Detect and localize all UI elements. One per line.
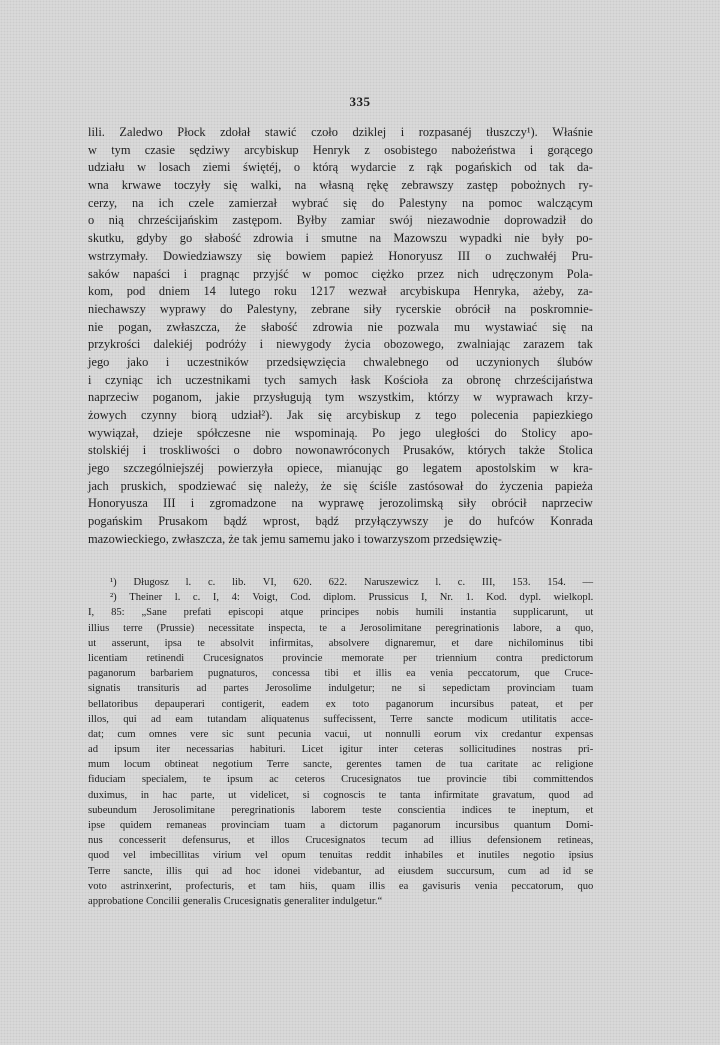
footnote-line: paganorum barbariem pugnaturos, concessa tibi et illis ea venia peccatorum, que Cruce- — [88, 668, 596, 680]
footnote-line: I, 85: „Sane prefati episcopi atque principes nobis humili instantia supplicarunt, ut — [88, 607, 596, 619]
body-line: lili. Zaledwo Płock zdołał stawić czoło dziklej i rozpasanéj tłuszczy¹). Właśnie — [88, 125, 596, 139]
body-line: żowych czynny biorą udział²). Jak się arcybiskup z tego polecenia papiezkiego — [88, 408, 596, 422]
body-text — [88, 124, 596, 549]
footnote-line: ut asserunt, ipsa te absolvit infirmitas, absolvere dignaremur, et dare nichilominus tibi — [88, 637, 596, 649]
body-line: saków napaści i pragnąc przyjść w pomoc ciężko przez nich udręczonym Pola- — [88, 266, 596, 281]
body-line: naprzeciw poganom, jakie przysługują tym wszystkim, którzy w wyprawach krzy- — [88, 390, 596, 405]
footnote-line: dat; cum omnes vere sic sunt pecunia vacui, ut nonnulli eorum vix credantur expensas — [88, 728, 596, 740]
body-line: skutku, gdyby go słabość zdrowia i smutne na Mazowszu wypadki nie były po- — [88, 231, 596, 246]
body-line: cerzy, na ich czele zamierzał wybrać się do Palestyny na pomoc walczącym — [88, 195, 596, 210]
footnote-line: signatis transituris ad partes Jerosolime indulgetur; ne si sepedictam provinciam tuam — [88, 683, 596, 695]
body-line: niechawszy wyprawy do Palestyny, zebrane siły rycerskie obrócił na poskromnie- — [88, 301, 596, 316]
body-line: przykrości dalekiéj podróży i niewygody życia obozowego, zwalniając zarazem tak — [88, 337, 596, 352]
body-line: wstrzymały. Dowiedziawszy się bowiem papież Honoryusz III o zuchwałéj Pru- — [88, 248, 596, 263]
body-line: stolskiéj i troskliwości o dobro nowonawróconych Prusaków, których także Stolica — [88, 443, 596, 458]
body-line: i czyniąc ich uczestnikami tych samych łask Kościoła za obronę chrześcijaństwa — [88, 372, 596, 387]
body-line: pogańskim Prusakom bądź wprost, bądź przyłączywszy je do hufców Konrada — [88, 514, 596, 529]
footnote-line: Terre sancte, illis qui ad hoc idonei videbantur, ad eiusdem succursum, cum ad id se — [88, 865, 596, 877]
footnote-line: ad ipsum iter necessarias habituri. Licet igitur inter ceteras sollicitudines nostras pri- — [88, 744, 596, 756]
footnote-line: duximus, in hac parte, ut videlicet, si cognoscis te tanta infirmitate gravatum, quod ad — [88, 789, 596, 801]
body-line: mazowieckiego, zwłaszcza, że tak jemu samemu jako i towarzyszom przedsięwzię- — [88, 531, 506, 546]
body-line: jego jako i uczestników przedsięwzięcia chwalebnego od uczynionych ślubów — [88, 354, 596, 369]
footnote-line: subeundum Jerosolimitane peregrinationis laborem teste conscientia indices te ineptum, et — [88, 804, 596, 816]
body-line: Honoryusza III i zgromadzone na wyprawę jerozolimską siły obrócił naprzeciw — [88, 496, 596, 511]
body-line: jego szczególniejszéj powierzyła opiece, mianując go legatem apostolskim w kra- — [88, 461, 596, 476]
footnote-line: nus concesserit defensurus, et illos Crucesignatos tecum ad illius defensionem retineas, — [88, 835, 596, 847]
body-line: nie pogan, zwłaszcza, że słabość zdrowia nie pozwala mu wystawiać się na — [88, 319, 596, 334]
footnote-line: bellatoribus depauperari contigerit, eadem ex toto paganorum incursibus pateat, et per — [88, 698, 596, 710]
footnote-line: licentiam retinendi Crucesignatos provincie memorate per triennium contra predictorum — [88, 652, 596, 664]
body-line: o nią chrześcijańskim zastępom. Byłby zamiar swój niezawodnie doprowadził do — [88, 213, 596, 228]
footnote-line: illos, qui ad eam tutandam aliquatenus suffecissent, Terre sancte modicum utilitatis acce- — [88, 713, 596, 725]
footnote-line: illius terre (Prussie) necessitate inspecta, te a Jerosolimitane peregrinationis labore, a quo, — [88, 622, 596, 634]
footnotes — [88, 575, 596, 909]
body-line: udziału w losach ziemi świętéj, o którą wydarcie z rąk pogańskich od tak da- — [88, 160, 596, 175]
footnote-line: fiduciam specialem, te ipsum ac ceteros Crucesignatos tue provincie tibi committendos — [88, 774, 596, 786]
body-line: kom, pod dniem 14 lutego roku 1217 wezwał arcybiskupa Henryka, ażeby, za- — [88, 284, 596, 299]
footnote-line: ¹) Długosz l. c. lib. VI, 620. 622. Naruszewicz l. c. III, 153. 154. — — [110, 577, 596, 588]
footnote-line: ²) Theiner l. c. I, 4: Voigt, Cod. diplom. Prussicus I, Nr. 1. Kod. dypl. wielkopl. — [110, 592, 596, 604]
body-line: wna krwawe toczyły się walki, na własną rękę zebrawszy zastęp pobożnych ry- — [88, 178, 596, 193]
footnote-line: voto astrinxerint, profecturis, et tam hiis, quam illis ea gavisuris venia peccatorum, quo — [88, 880, 596, 892]
footnote-line: ipse quidem remaneas provinciam tuam a dictorum paganorum incursibus quantum Domi- — [88, 820, 596, 831]
body-line: w tym czasie sędziwy arcybiskup Henryk z osobistego nabożeństwa i gorącego — [88, 142, 596, 157]
page-number: 335 — [349, 94, 371, 109]
footnote-line: quod vel imbecillitas virium vel opum tenuitas reddit inhabiles et inutiles negotio ipsius — [88, 850, 596, 862]
footnote-line: mum locum obtineat negotium Terre sancte, gerentes tamen de tua caritate ac religione — [88, 759, 596, 771]
body-line: wywiązał, dzieje spółczesne nie wspominają. Po jego uległości do Stolicy apo- — [88, 425, 596, 440]
footnote-line: approbatione Concilii generalis Crucesignatis generaliter indulgetur.“ — [88, 895, 385, 907]
body-line: jach pruskich, spodziewać się należy, że się ściśle zastósował do życzenia papieża — [88, 478, 596, 493]
